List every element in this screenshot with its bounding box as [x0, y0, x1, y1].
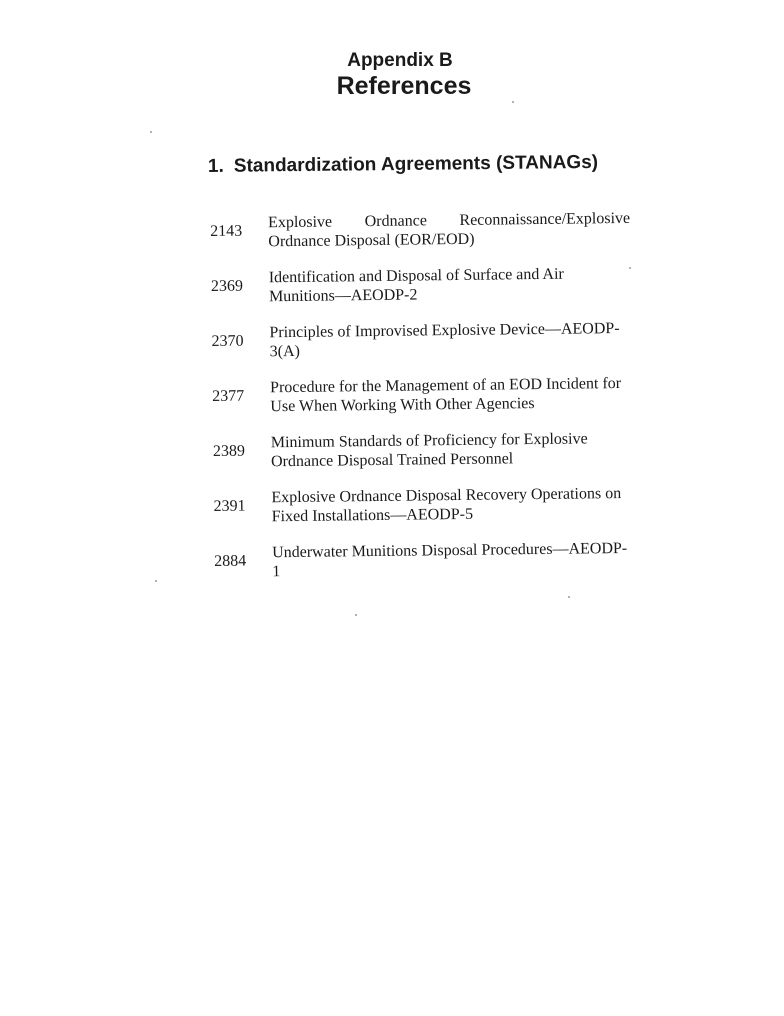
reference-item	[211, 319, 632, 379]
reference-item	[211, 264, 632, 324]
reference-number: 2143	[210, 222, 243, 240]
section-number: 1.	[207, 155, 224, 177]
reference-number: 2369	[210, 277, 243, 295]
page-title: References	[336, 72, 472, 100]
reference-title: Underwater Munitions Disposal Procedures—AEODP-1	[272, 539, 628, 581]
reference-title: Procedure for the Management of an EOD Incident for Use When Working With Other Agencies	[270, 374, 622, 416]
reference-title: Explosive Ordnance Disposal Recovery Operations on Fixed Installations—AEODP-5	[271, 484, 622, 526]
section-title: Standardization Agreements (STANAGs)	[233, 151, 599, 177]
appendix-label: Appendix B	[347, 50, 453, 71]
scan-speck	[629, 267, 631, 269]
reference-item	[213, 429, 634, 489]
reference-item	[213, 484, 634, 544]
reference-number: 2884	[214, 552, 247, 570]
scan-speck	[150, 131, 152, 133]
reference-number: 2377	[212, 387, 245, 405]
reference-title: Explosive Ordnance Reconnaissance/Explosive Ordnance Disposal (EOR/EOD)	[268, 209, 631, 251]
reference-item	[214, 539, 635, 599]
reference-number: 2370	[211, 332, 244, 350]
reference-number: 2389	[212, 442, 246, 460]
reference-number: 2391	[213, 497, 246, 515]
reference-item	[212, 374, 633, 434]
scan-speck	[512, 101, 514, 103]
scan-speck	[155, 580, 157, 582]
scan-speck	[568, 596, 570, 598]
reference-title: Minimum Standards of Proficiency for Explosive Ordnance Disposal Trained Personnel	[270, 430, 588, 471]
reference-title: Identification and Disposal of Surface and Air Munitions—AEODP-2	[268, 265, 564, 306]
reference-list	[210, 209, 635, 599]
scan-speck	[355, 614, 357, 616]
section-heading	[208, 152, 598, 178]
reference-title: Principles of Improvised Explosive Device—AEODP-3(A)	[269, 320, 620, 361]
reference-item	[210, 209, 631, 269]
